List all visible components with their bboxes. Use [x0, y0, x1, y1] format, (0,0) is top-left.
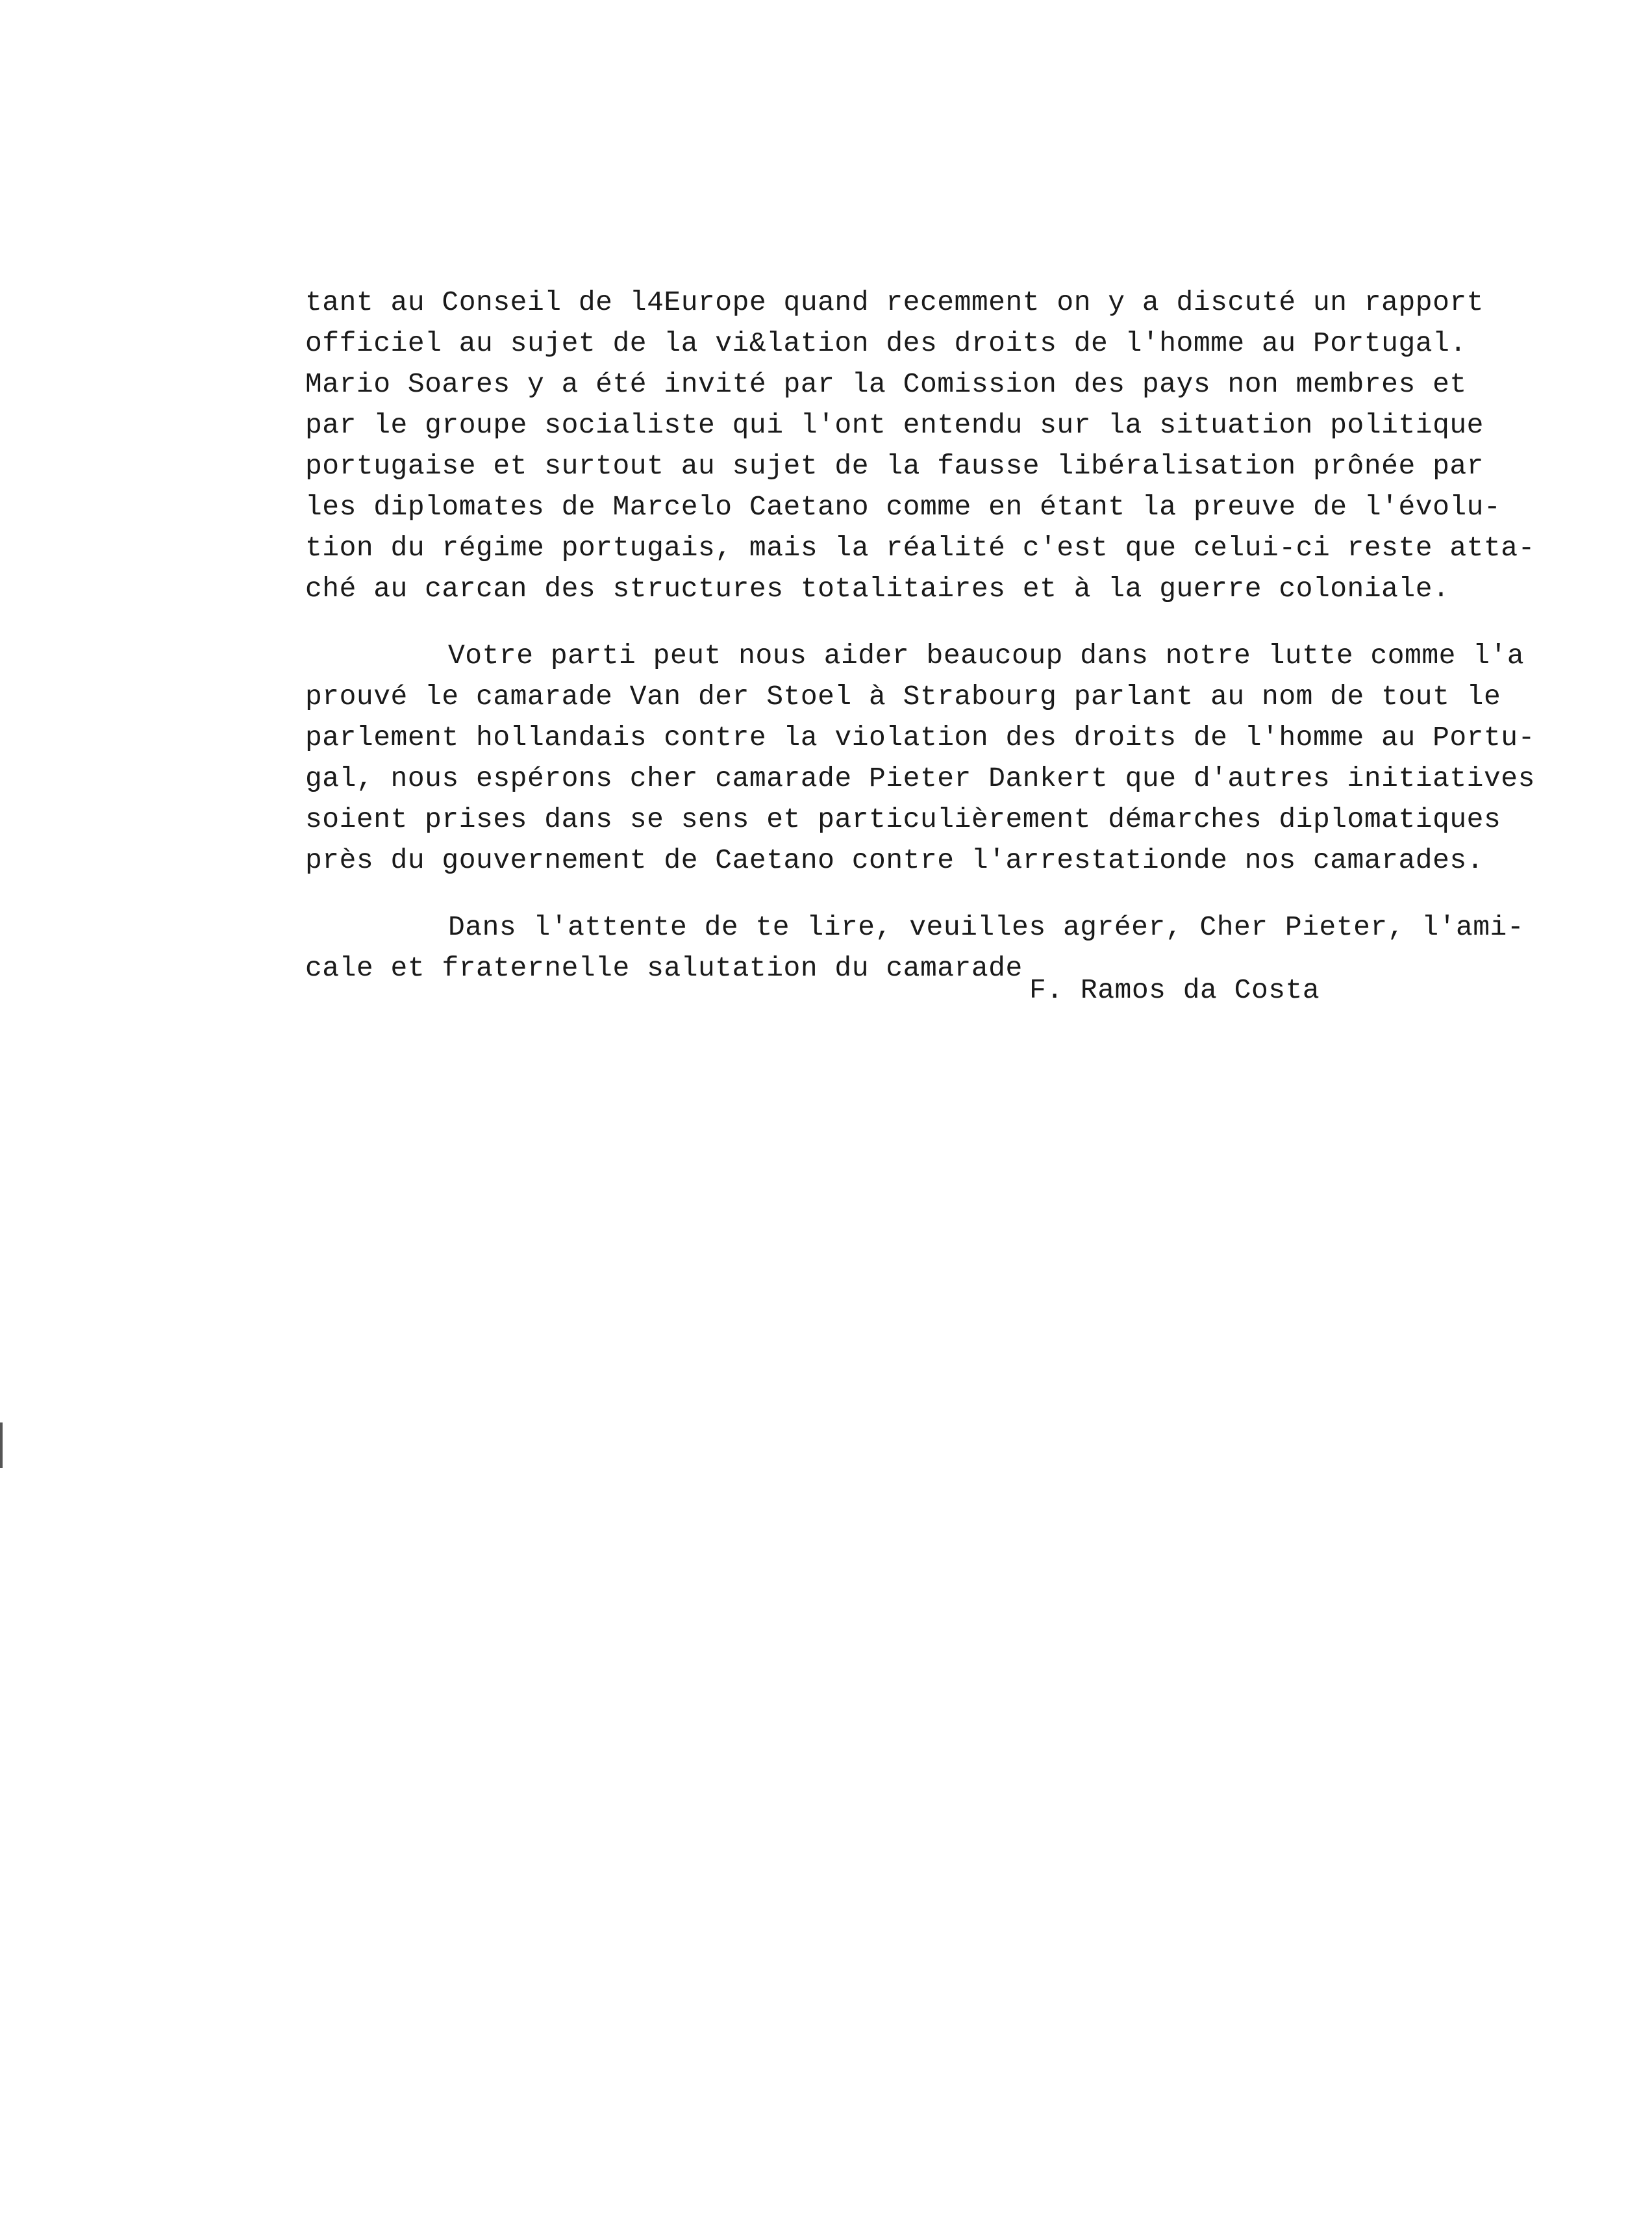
text-line: tant au Conseil de l4Europe quand recemment on y a discuté un rapport	[305, 286, 1484, 318]
text-line: parlement hollandais contre la violation des droits de l'homme au Portu-	[305, 722, 1535, 753]
paragraph-gap	[305, 881, 1546, 907]
text-line: tion du régime portugais, mais la réalité c'est que celui-ci reste atta-	[305, 532, 1535, 564]
paragraph-gap	[305, 609, 1546, 635]
text-line: par le groupe socialiste qui l'ont entendu sur la situation politique	[305, 409, 1484, 441]
text-line: portugaise et surtout au sujet de la fausse libéralisation prônée par	[305, 450, 1484, 482]
text-line: près du gouvernement de Caetano contre l'arrestationde nos camarades.	[305, 844, 1484, 876]
text-line: gal, nous espérons cher camarade Pieter Dankert que d'autres initiatives	[305, 763, 1535, 794]
text-line: officiel au sujet de la vi&lation des droits de l'homme au Portugal.	[305, 327, 1467, 359]
text-line: les diplomates de Marcelo Caetano comme en étant la preuve de l'évolu-	[305, 491, 1501, 523]
scan-margin-mark	[0, 1422, 3, 1468]
text-line: soient prises dans se sens et particulièrement démarches diplomatiques	[305, 803, 1501, 835]
text-line: cale et fraternelle salutation du camarade	[305, 952, 1023, 984]
signature: F. Ramos da Costa	[1029, 974, 1320, 1006]
text-line: Votre parti peut nous aider beaucoup dans notre lutte comme l'a	[448, 640, 1525, 672]
text-line: ché au carcan des structures totalitaires et à la guerre coloniale.	[305, 573, 1450, 605]
text-line: Mario Soares y a été invité par la Comission des pays non membres et	[305, 368, 1467, 400]
letter-body	[305, 282, 1546, 989]
paragraph-3	[305, 907, 1546, 989]
text-line: prouvé le camarade Van der Stoel à Strabourg parlant au nom de tout le	[305, 681, 1501, 713]
paragraph-1	[305, 282, 1546, 609]
paragraph-2	[305, 635, 1546, 881]
text-line: Dans l'attente de te lire, veuilles agréer, Cher Pieter, l'ami-	[448, 911, 1525, 943]
